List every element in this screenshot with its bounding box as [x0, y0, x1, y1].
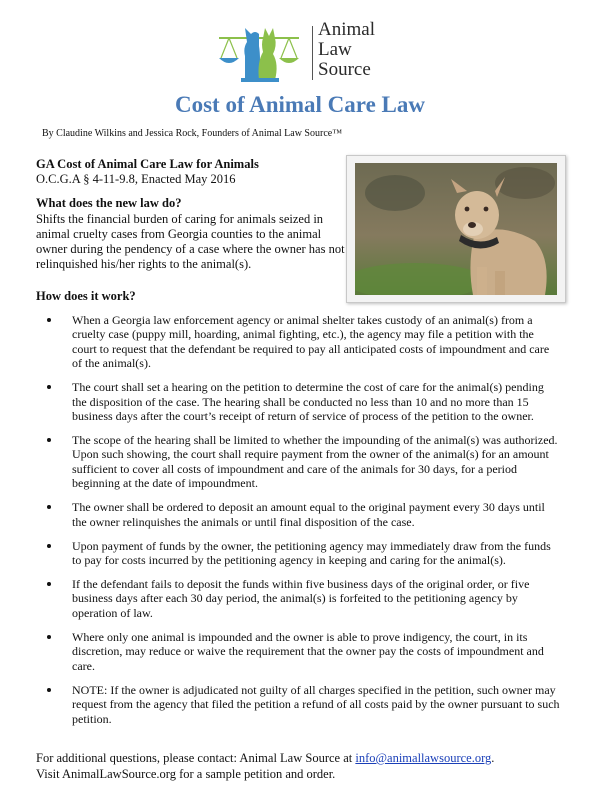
list-item: NOTE: If the owner is adjudicated not guilty of all charges specified in the petition, such owner may request from the agency that filed the petition a refund of all costs paid by the owner pursuant to such petition.	[40, 683, 560, 726]
contact-footer	[36, 750, 576, 782]
list-item: The scope of the hearing shall be limited to whether the impounding of the animal(s) was authorized. Upon such showing, the court shall require payment from the owner of the animal(s) for an amount sufficient to cover all costs of impoundment and care of the animals for 30 days, for a period beginning at the date of impoundment.	[40, 433, 560, 491]
list-item: The owner shall be ordered to deposit an amount equal to the original payment every 30 days until the owner relinquishes the animals or until final disposition of the case.	[40, 500, 560, 529]
animal-law-source-logo	[215, 18, 415, 86]
logo-divider	[312, 26, 313, 80]
list-item: The court shall set a hearing on the petition to determine the cost of care for the animal(s) pending the disposition of the case. The hearing shall be conducted no less than 10 and no more than 15 business days after the court’s receipt of return of service of process of the petition to the owner.	[40, 380, 560, 423]
logo-word-1: Animal	[318, 19, 375, 40]
dog-cat-scales-logo-icon	[215, 18, 303, 84]
dog-photo-image	[355, 163, 557, 295]
how-list	[40, 313, 560, 736]
what-text: Shifts the financial burden of caring for animals seized in animal cruelty cases from Georgia counties to the animal owner during the pendency of a case where the owner has not relinquished his/her rights to the animal(s).	[36, 212, 345, 271]
byline: By Claudine Wilkins and Jessica Rock, Founders of Animal Law Source™	[42, 128, 343, 139]
list-item: If the defendant fails to deposit the funds within five business days of the original order, or five business days after each 30 day period, the animal(s) is forfeited to the petitioning agency by operation of law.	[40, 577, 560, 620]
page-title: Cost of Animal Care Law	[174, 92, 425, 117]
list-item: Where only one animal is impounded and the owner is able to prove indigency, the court, in its discretion, may reduce or waive the requirement that the owner pay the costs of impoundment and care.	[40, 630, 560, 673]
law-name: GA Cost of Animal Care Law for Animals	[36, 157, 259, 171]
list-item: When a Georgia law enforcement agency or animal shelter takes custody of an animal(s) from a cruelty case (puppy mill, hoarding, animal fighting, etc.), the agency may file a petition with the court to request that the defendant be required to pay all anticipated costs of impoundment and care of the animal(s).	[40, 313, 560, 371]
logo-word-3: Source	[318, 59, 371, 80]
dog-photo	[346, 155, 566, 303]
logo-wordmark	[318, 20, 375, 80]
law-citation: O.C.G.A § 4-11-9.8, Enacted May 2016	[36, 172, 236, 186]
email-link[interactable]: info@animallawsource.org	[355, 751, 492, 765]
visit-line: Visit AnimalLawSource.org for a sample petition and order.	[36, 767, 336, 781]
list-item: Upon payment of funds by the owner, the petitioning agency may immediately draw from the funds to pay for costs incurred by the petitioning agency in keeping and caring for the animal(s).	[40, 539, 560, 568]
what-section	[36, 196, 346, 272]
logo-word-2: Law	[318, 39, 352, 60]
contact-prefix: For additional questions, please contact: Animal Law Source at	[36, 751, 356, 765]
what-heading: What does the new law do?	[36, 196, 182, 210]
contact-suffix: .	[491, 751, 495, 765]
how-heading: How does it work?	[36, 289, 136, 303]
contact-line	[36, 750, 576, 766]
law-header	[36, 157, 336, 187]
